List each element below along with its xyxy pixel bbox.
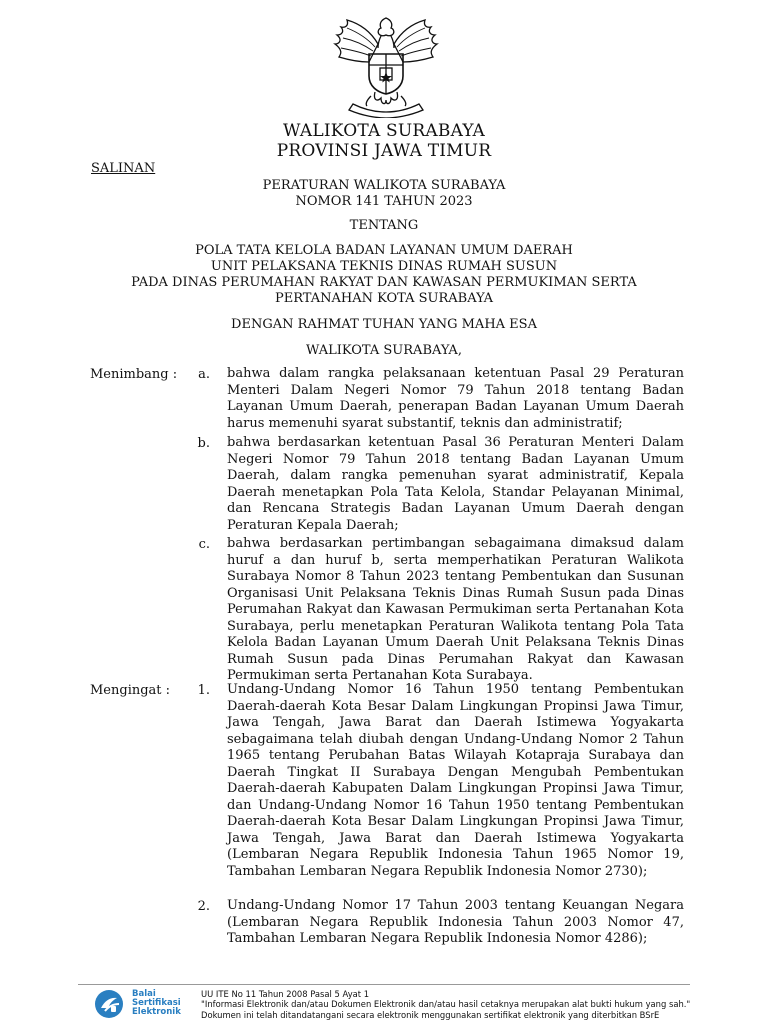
header-line-1: WALIKOTA SURABAYA (283, 121, 485, 141)
rahmat-line: DENGAN RAHMAT TUHAN YANG MAHA ESA (231, 317, 537, 332)
menimbang-item-c: bahwa berdasarkan pertimbangan sebagaimana dimaksud dalam huruf a dan huruf b, serta memperhatikan Peraturan Walikota Surabaya Nomor 8 Tahun 2023 tentang Pembentukan dan Susunan Organisasi Unit Pelaksana Teknis Dinas Rumah Susun pada Dinas Perumahan Rakyat dan Kawasan Permukiman serta Pertanahan Kota Surabaya, perlu menetapkan Peraturan Walikota tentang Pola Tata Kelola Badan Layanan Umum Daerah Unit Pelaksana Teknis Dinas Rumah Susun pada Dinas Perumahan Rakyat dan Kawasan Permukiman serta Pertanahan Kota Surabaya. (227, 536, 684, 683)
garuda-emblem (331, 14, 441, 118)
regulation-title: PERATURAN WALIKOTA SURABAYA (262, 178, 506, 193)
item-mark: 2. (197, 899, 210, 914)
item-mark: 1. (197, 683, 210, 698)
footer-divider (78, 984, 690, 985)
item-mark: c. (198, 537, 210, 552)
subject-line: PERTANAHAN KOTA SURABAYA (274, 291, 494, 306)
footer-law: UU ITE No 11 Tahun 2008 Pasal 5 Ayat 1 (201, 989, 370, 999)
subject-line: POLA TATA KELOLA BADAN LAYANAN UMUM DAERAH (195, 243, 573, 258)
bsre-logo-text: Balai Sertifikasi Elektronik (132, 989, 181, 1018)
walikota-line: WALIKOTA SURABAYA, (306, 343, 462, 358)
menimbang-item-a: bahwa dalam rangka pelaksanaan ketentuan Pasal 29 Peraturan Menteri Dalam Negeri Nomor 79 Tahun 2018 tentang Badan Layanan Umum Daerah, penerapan Badan Layanan Umum Daerah harus memenuhi syarat substantif, teknis dan administratif; (227, 366, 684, 431)
item-mark: a. (198, 367, 210, 382)
menimbang-item-b: bahwa berdasarkan ketentuan Pasal 36 Peraturan Menteri Dalam Negeri Nomor 79 Tahun 2018 tentang Badan Layanan Umum Daerah, dalam rangka pemenuhan syarat administratif, Kepala Daerah menetapkan Pola Tata Kelola, Standar Pelayanan Minimal, dan Rencana Strategis Badan Layanan Umum Daerah dengan Peraturan Kepala Daerah; (227, 435, 684, 533)
footer-quote: "Informasi Elektronik dan/atau Dokumen Elektronik dan/atau hasil cetaknya merupakan alat bukti hukum yang sah." (201, 999, 691, 1009)
mengingat-item-1: Undang-Undang Nomor 16 Tahun 1950 tentang Pembentukan Daerah-daerah Kota Besar Dalam Lingkungan Propinsi Jawa Timur, Jawa Tengah, Jawa Barat dan Daerah Istimewa Yogyakarta sebagaimana telah diubah dengan Undang-Undang Nomor 2 Tahun 1965 tentang Perubahan Batas Wilayah Kotapraja Surabaya dan Daerah Tingkat II Surabaya Dengan Mengubah Pembentukan Daerah-daerah Kabupaten Dalam Lingkungan Propinsi Jawa Timur, dan Undang-Undang Nomor 16 Tahun 1950 tentang Pembentukan Daerah-daerah Kota Besar Dalam Lingkungan Propinsi Jawa Timur, Jawa Tengah, Jawa Barat dan Daerah Istimewa Yogyakarta (Lembaran Negara Republik Indonesia Tahun 1965 Nomor 19, Tambahan Lembaran Negara Republik Indonesia Nomor 2730); (227, 682, 684, 879)
mengingat-item-2: Undang-Undang Nomor 17 Tahun 2003 tentang Keuangan Negara (Lembaran Negara Republik Indonesia Tahun 2003 Nomor 47, Tambahan Lembaran Negara Republik Indonesia Nomor 4286); (227, 898, 684, 946)
tentang-label: TENTANG (349, 218, 419, 233)
item-mark: b. (197, 436, 210, 451)
footer-note: Dokumen ini telah ditandatangani secara elektronik menggunakan sertifikat elektronik yang diterbitkan BSrE (201, 1010, 660, 1020)
menimbang-label: Menimbang : (90, 367, 178, 382)
subject-line: UNIT PELAKSANA TEKNIS DINAS RUMAH SUSUN (210, 259, 558, 274)
subject-line: PADA DINAS PERUMAHAN RAKYAT DAN KAWASAN PERMUKIMAN SERTA (131, 275, 637, 290)
mengingat-label: Mengingat : (90, 683, 171, 698)
salinan-label: SALINAN (91, 161, 156, 176)
regulation-number: NOMOR 141 TAHUN 2023 (295, 194, 473, 209)
header-line-2: PROVINSI JAWA TIMUR (276, 141, 492, 161)
